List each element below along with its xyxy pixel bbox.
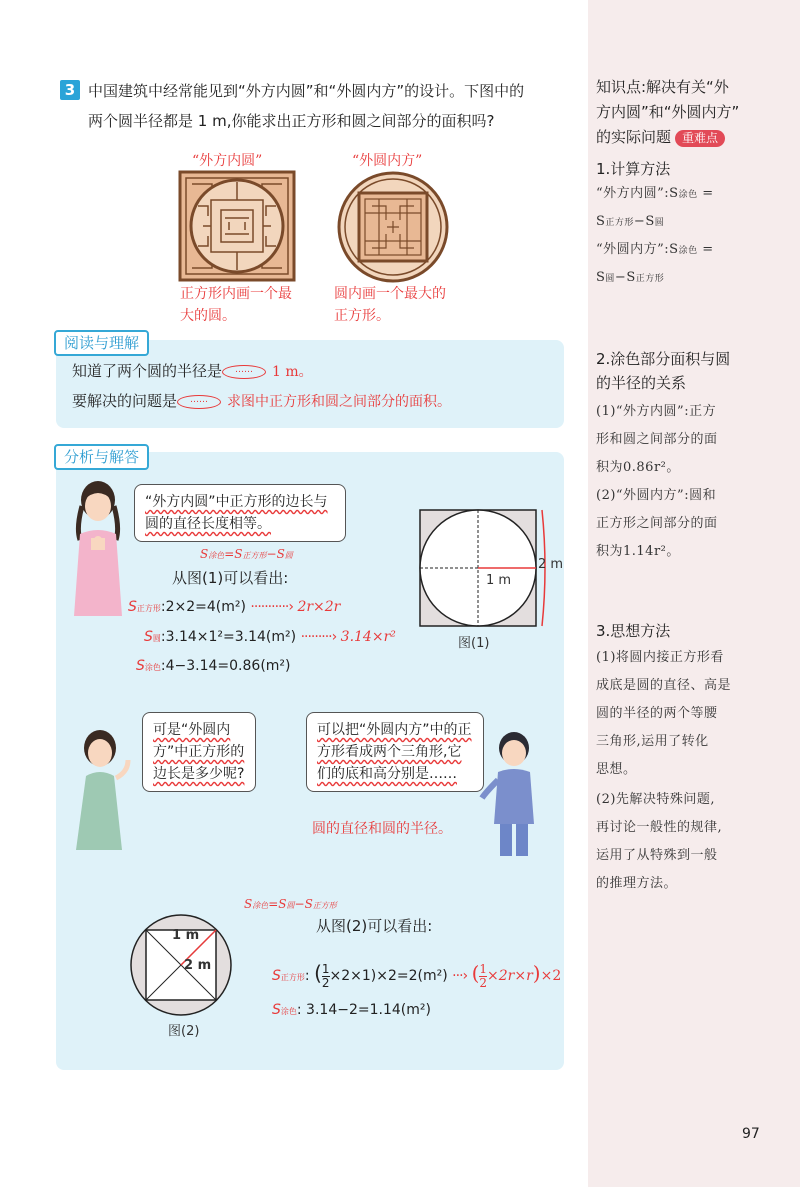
fig1-caption: 图(1) [458,636,490,651]
f1-s: S [200,547,209,561]
knowledge-sidebar [588,0,800,1187]
s1-d-sub2: 正方形 [635,274,665,284]
f2-sub2: 圆 [286,901,295,910]
girl-thinking-illustration [68,726,138,854]
girl-student-illustration [66,478,130,620]
s2-p1-3: 积为0.86r²。 [596,460,680,475]
speech-bubble-girl2 [142,712,256,792]
s1-d: S [596,270,606,285]
calc-shaded-area-2 [272,1000,431,1022]
boy-student-illustration [478,728,548,860]
calc4-num: 1 [321,961,330,976]
calc4-fraction [322,963,330,990]
calc4-open-paren: ( [314,961,322,985]
key-difficulty-badge: 重难点 [675,130,725,147]
design-right-title: “外圆内方” [352,153,423,169]
s2-p1-2: 形和圆之间部分的面 [596,432,718,447]
calc4-note-end: ×2 [540,968,562,984]
calc4-sub: 正方形 [280,973,305,982]
left-caption-2: 大的圆。 [180,308,236,324]
right-caption-1: 圆内画一个最大的 [334,286,446,302]
bubble3-text: 可以把“外圆内方”中的正方形看成两个三角形,它们的底和高分别是…… [317,722,472,782]
s2-p2-1: (2)“外圆内方”:圆和 [596,488,717,503]
fig1-side-label: 2 m [538,557,564,572]
kp-line2: 方内圆”和“外圆内方” [596,103,740,121]
s1-d-mid: −S [614,270,636,285]
calc4-note-num: 1 [479,961,488,976]
calc-square-area [128,597,340,619]
calc-circle-area [144,627,396,649]
s3-p2-4: 的推理方法。 [596,876,678,891]
s2-p1-1: (1)“外方内圆”:正方 [596,404,717,419]
dotted-arrow: ·········› [300,629,337,645]
right-caption-2: 正方形。 [334,308,390,324]
s3-p1-5: 思想。 [596,762,637,777]
calc2-note: 3.14×r² [340,629,396,645]
fig2-diameter-label: 2 m [184,958,212,973]
s1-line-c [596,236,714,265]
f2-sub3: 正方形 [312,901,337,910]
calc2-value: :3.14×1²=3.14(m²) [160,629,297,645]
s2-title-1: 2.涂色部分面积与圆 [596,350,731,368]
calc5-sub: 涂色 [280,1007,297,1016]
s2-title-2: 的半径的关系 [596,374,687,392]
bubble1-text: “外方内圆”中正方形的边长与圆的直径长度相等。 [145,494,328,532]
s3-p1-3: 圆的半径的两个等腰 [596,706,718,721]
kp-line3 [596,126,725,149]
kp-line1: 知识点:解决有关“外 [596,78,729,96]
fig2-radius-label: 1 m [172,928,200,943]
calc1-label: S [128,599,137,615]
calc4-den: 2 [321,975,330,990]
s1-c-sub: 涂色 [678,246,698,256]
s1-b-sub2: 圆 [654,218,665,228]
read-solve-line [72,390,451,413]
f1-sub3: 圆 [284,551,293,560]
calc3-sub: 涂色 [144,663,161,672]
calc4-label: S [272,968,281,984]
s2-p2-3: 积为1.14r²。 [596,544,680,559]
read-known-value: 1 m。 [272,364,313,380]
f2-s: S [244,897,253,911]
calc5-value: : 3.14−2=1.14(m²) [296,1002,431,1018]
s3-p2-2: 再讨论一般性的规律, [596,820,723,835]
read-known-line [72,360,313,383]
tab-read-understand: 阅读与理解 [54,330,149,356]
calc3-value: :4−3.14=0.86(m²) [160,658,291,674]
dotted-arrow: ···········› [250,599,293,615]
speech-bubble-boy [306,712,484,792]
s1-c: “外圆内方”:S [596,242,679,257]
calc2-label: S [144,629,153,645]
see-fig1: 从图(1)可以看出: [172,569,289,587]
s1-line-b [596,208,664,237]
blank-oval: …… [177,395,221,409]
read-solve-value: 求图中正方形和圆之间部分的面积。 [227,394,452,410]
f2-eq: =S [268,897,287,911]
s1-d-sub1: 圆 [605,274,615,284]
figure1-square-circle [416,506,556,636]
calc4-note-mid: ×2r×r [487,968,533,984]
f1-minus: −S [266,547,285,561]
page-number: 97 [742,1126,760,1142]
s1-a: “外方内圆”:S [596,186,679,201]
question-number-badge: 3 [60,80,80,100]
read-solve-prefix: 要解决的问题是 [72,392,178,410]
question-line2: 两个圆半径都是 1 m,你能求出正方形和圆之间部分的面积吗? [88,112,495,130]
left-caption-1: 正方形内画一个最 [180,286,292,302]
s1-b-mid: −S [633,214,655,229]
question-line1: 中国建筑中经常能见到“外方内圆”和“外圆内方”的设计。下图中的 [88,82,525,100]
square-outside-circle-lattice [178,170,296,282]
calc5-label: S [272,1002,281,1018]
design-left-title: “外方内圆” [192,153,263,169]
fig1-radius-label: 1 m [486,573,512,588]
f2-sub1: 涂色 [252,901,269,910]
f1-sub2: 正方形 [242,551,267,560]
s1-b-sub1: 正方形 [605,218,634,228]
calc-square-area-2: S正方形: ( $\frac{1}{2}$ ×2×1)×2=2(m²) ···› ( $\frac{1}{2}$ ×2r×r)×2 [272,961,562,990]
tab-analysis-answer: 分析与解答 [54,444,149,470]
calc4-close: )×2=2(m²) [370,968,448,984]
s1-line-a [596,180,714,209]
s3-p2-1: (2)先解决特殊问题, [596,792,716,807]
blank-oval: …… [222,365,266,379]
circle-outside-square-lattice [334,170,452,284]
calc4-note-den: 2 [479,975,488,990]
read-known-prefix: 知道了两个圆的半径是 [72,362,223,380]
f2-minus: −S [294,897,313,911]
speech-bubble-girl1 [134,484,346,542]
kp-line3-text: 的实际问题 [596,128,672,146]
calc1-value: :2×2=4(m²) [160,599,246,615]
s3-p1-2: 成底是圆的直径、高是 [596,678,732,693]
s2-p2-2: 正方形之间部分的面 [596,516,718,531]
s1-line-d [596,264,664,293]
calc-shaded-area-1 [136,656,291,678]
s3-p2-3: 运用了从特殊到一般 [596,848,718,863]
dotted-arrow: ···› [452,968,468,984]
section1-title: 1.计算方法 [596,160,671,178]
s1-c-eq: = [697,242,714,257]
calc1-sub: 正方形 [136,604,161,613]
s3-p1-4: 三角形,运用了转化 [596,734,709,749]
s1-a-sub: 涂色 [678,190,698,200]
f1-eq: =S [224,547,243,561]
calc3-label: S [136,658,145,674]
bubble2-text: 可是“外圆内方”中正方形的边长是多少呢? [153,722,245,782]
s1-b: S [596,214,606,229]
s3-title: 3.思想方法 [596,622,671,640]
fig2-caption: 图(2) [168,1024,200,1039]
formula-shaded-area-2 [244,894,337,916]
calc1-note: 2r×2r [297,599,341,615]
s1-a-eq: = [697,186,714,201]
formula-shaded-area-1 [200,544,293,566]
calc4-note: ( $\frac{1}{2}$ ×2r×r)×2 [471,961,562,990]
bubble3-answer: 圆的直径和圆的半径。 [312,821,452,837]
calc2-sub: 圆 [152,634,161,643]
calc4-mid: ×2×1 [329,968,371,984]
see-fig2: 从图(2)可以看出: [316,917,433,935]
f1-sub1: 涂色 [208,551,225,560]
s3-p1-1: (1)将圆内接正方形看 [596,650,724,665]
